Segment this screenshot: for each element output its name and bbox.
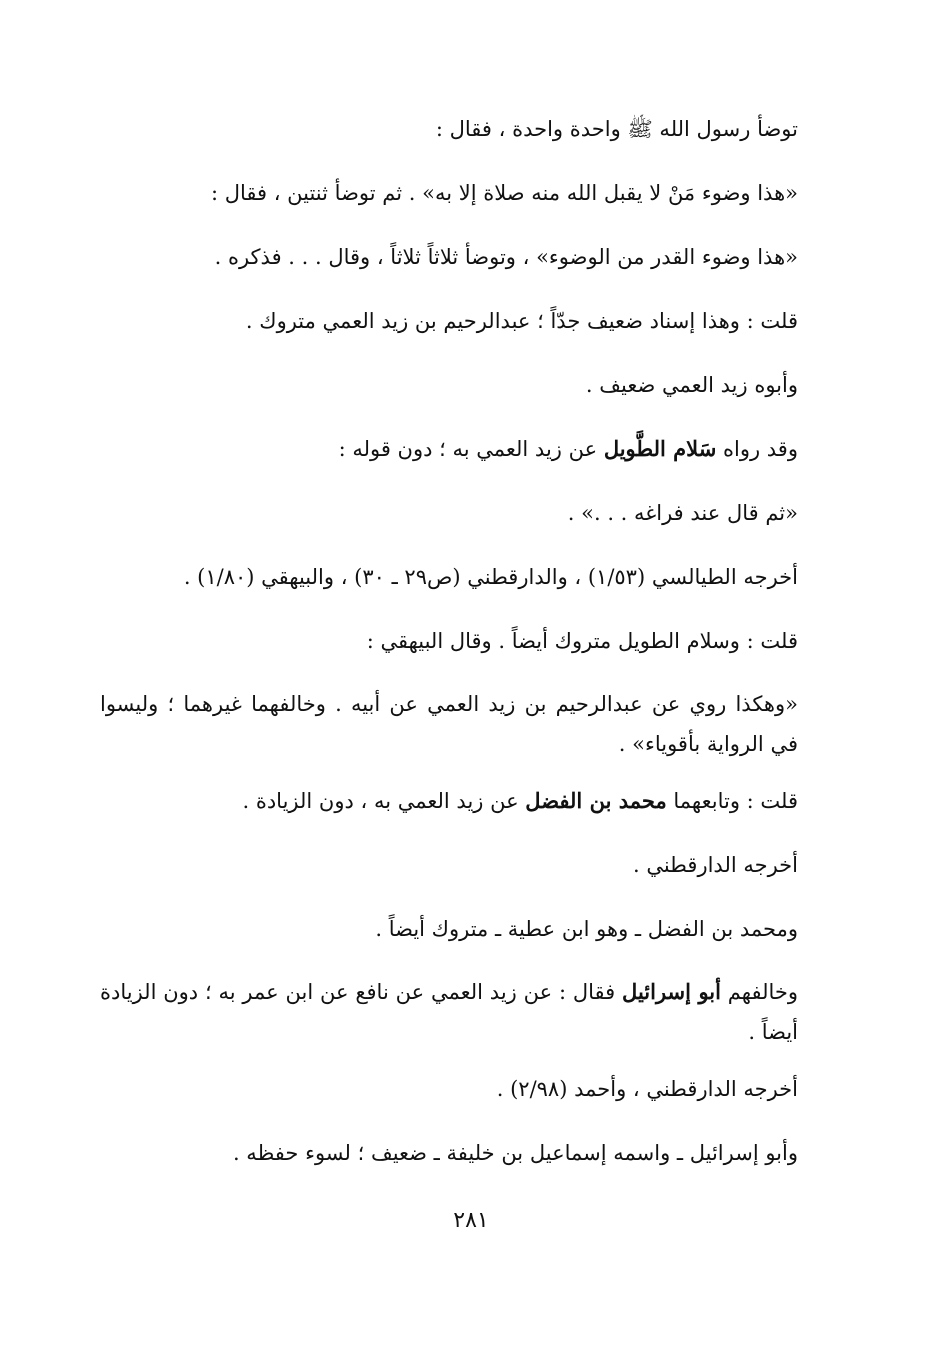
paragraph: أخرجه الدارقطني . <box>632 853 798 877</box>
paragraph: قلت : وهذا إسناد ضعيف جدّاً ؛ عبدالرحيم بن زيد العمي متروك . <box>245 309 798 333</box>
paragraph: «هذا وضوء مَنْ لا يقبل الله منه صلاة إلا به» . ثم توضأ ثنتين ، فقال : <box>210 181 798 205</box>
narrator-name: سَلام الطَّويل <box>603 436 717 461</box>
body-text <box>100 108 840 1196</box>
paragraph: وأبو إسرائيل ـ واسمه إسماعيل بن خليفة ـ ضعيف ؛ لسوء حفظه . <box>232 1141 798 1165</box>
paragraph: أخرجه الطيالسي (١/٥٣) ، والدارقطني (ص٢٩ ـ ٣٠) ، والبيهقي (١/٨٠) . <box>183 565 798 589</box>
paragraph: «هذا وضوء القدر من الوضوء» ، وتوضأ ثلاثاً ثلاثاً ، وقال . . . فذكره . <box>214 245 798 269</box>
page-number: ٢٨١ <box>453 1208 489 1233</box>
paragraph: وأبوه زيد العمي ضعيف . <box>585 373 798 397</box>
paragraph: ومحمد بن الفضل ـ وهو ابن عطية ـ متروك أيضاً . <box>375 917 798 941</box>
paragraph: وخالفهم أبو إسرائيل فقال : عن زيد العمي عن نافع عن ابن عمر به ؛ دون الزيادة أيضاً . <box>100 979 799 1044</box>
paragraph: «وهكذا روي عن عبدالرحيم بن زيد العمي عن أبيه . وخالفهما غيرهما ؛ وليسوا في الرواية بأقوياء» . <box>100 692 798 756</box>
paragraph: «ثم قال عند فراغه . . .» . <box>567 501 798 525</box>
paragraph: قلت : وسلام الطويل متروك أيضاً . وقال البيهقي : <box>366 629 798 653</box>
paragraph: وقد رواه سَلام الطَّويل عن زيد العمي به ؛ دون قوله : <box>338 436 798 461</box>
paragraph: توضأ رسول الله ﷺ واحدة واحدة ، فقال : <box>435 117 798 141</box>
paragraph: أخرجه الدارقطني ، وأحمد (٢/٩٨) . <box>496 1077 798 1101</box>
narrator-name: محمد بن الفضل <box>525 788 667 813</box>
paragraph: قلت : وتابعهما محمد بن الفضل عن زيد العمي به ، دون الزيادة . <box>242 788 798 813</box>
narrator-name: أبو إسرائيل <box>622 979 721 1004</box>
